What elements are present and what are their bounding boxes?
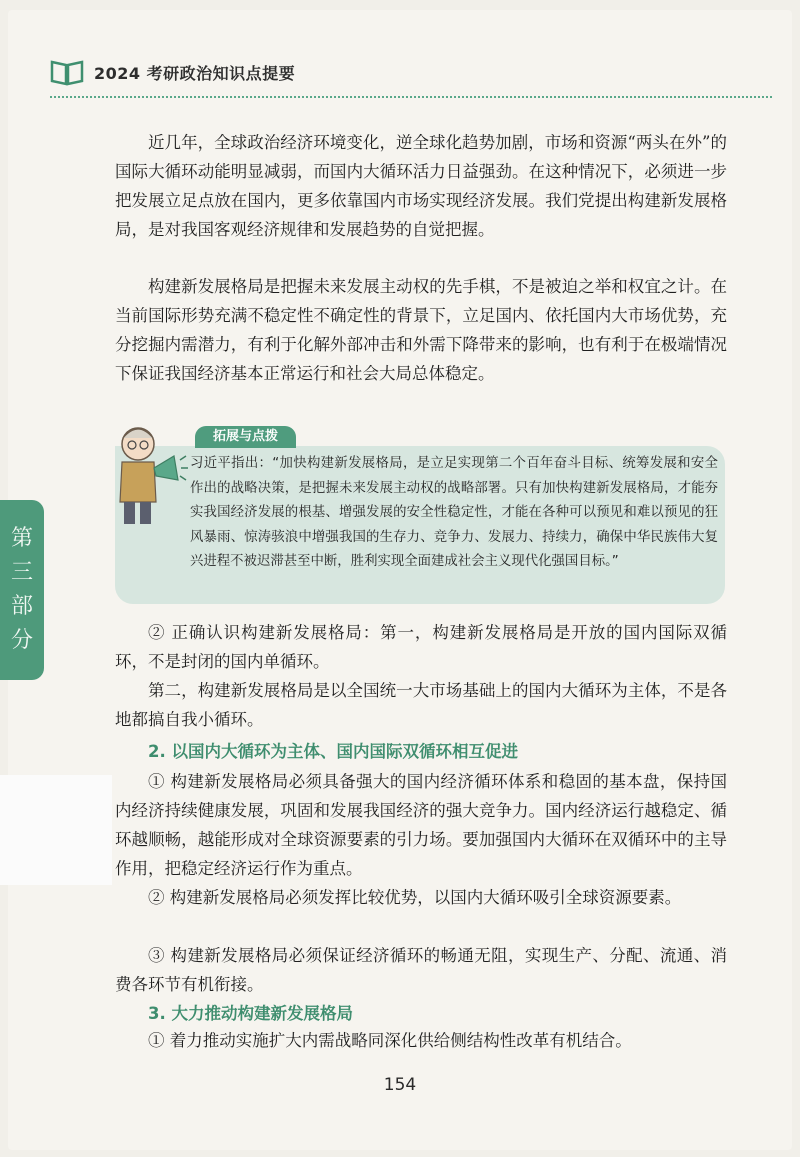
side-tab-char: 第: [10, 526, 33, 551]
section-heading-2: 2. 以国内大循环为主体、国内国际双循环相互促进: [148, 742, 518, 761]
part-three-side-tab: [0, 500, 44, 680]
callout-quote-text: 习近平指出：“加快构建新发展格局，是立足实现第二个百年奋斗目标、统筹发展和安全作出的战略决策，是把握未来发展主动权的战略部署。只有加快构建新发展格局，才能夯实我国经济发展的根基、增强发展的安全性稳定性，才能在各种可以预见和难以预见的狂风暴雨、惊涛骇浪中增强我国的生存力、竞争力、发展力、持续力，确保中华民族伟大复兴进程不被迟滞甚至中断，胜利实现全面建成社会主义现代化强国目标。”: [190, 456, 718, 569]
book-icon: [50, 58, 84, 86]
paragraph-section2-item1: ① 构建新发展格局必须具备强大的国内经济循环体系和稳固的基本盘，保持国内经济持续健康发展，巩固和发展我国经济的强大竞争力。国内经济运行越稳定、循环越顺畅，越能形成对全球资源要素的引力场。要加强国内大循环在双循环中的主导作用，把稳定经济运行作为重点。: [115, 772, 727, 878]
page-number: 154: [383, 1075, 417, 1095]
paragraph-second-point: 第二，构建新发展格局是以全国统一大市场基础上的国内大循环为主体，不是各地都搞自我小循环。: [115, 681, 727, 729]
paragraph-intro: 近几年，全球政治经济环境变化，逆全球化趋势加剧，市场和资源“两头在外”的国际大循环动能明显减弱，而国内大循环活力日益强劲。在这种情况下，必须进一步把发展立足点放在国内，更多依靠国内市场实现经济发展。我们党提出构建新发展格局，是对我国客观经济规律和发展趋势的自觉把握。: [115, 133, 727, 239]
scan-artifact: [0, 775, 112, 885]
header-title: 2024 考研政治知识点提要: [94, 63, 296, 83]
side-tab-char: 分: [10, 628, 33, 653]
side-tab-char: 三: [10, 560, 33, 585]
header-divider: [50, 96, 772, 98]
section-heading-3: 3. 大力推动构建新发展格局: [148, 1004, 353, 1023]
paragraph-section3-item1: ① 着力推动实施扩大内需战略同深化供给侧结构性改革有机结合。: [148, 1031, 632, 1050]
callout-quote: [158, 452, 718, 575]
callout-tab-label: 拓展与点拨: [195, 426, 296, 448]
side-tab-char: 部: [10, 594, 33, 619]
paragraph-first-move: 构建新发展格局是把握未来发展主动权的先手棋，不是被迫之举和权宜之计。在当前国际形势充满不稳定性不确定性的背景下，立足国内、依托国内大市场优势，充分挖掘内需潜力，有利于化解外部冲击和外需下降带来的影响，也有利于在极端情况下保证我国经济基本正常运行和社会大局总体稳定。: [115, 277, 727, 383]
paragraph-section2-item2: ② 构建新发展格局必须发挥比较优势，以国内大循环吸引全球资源要素。: [148, 888, 682, 907]
paragraph-section2-item3: ③ 构建新发展格局必须保证经济循环的畅通无阻，实现生产、分配、流通、消费各环节有机衔接。: [115, 946, 727, 994]
paragraph-correct-understanding: ② 正确认识构建新发展格局：第一，构建新发展格局是开放的国内国际双循环，不是封闭的国内单循环。: [115, 623, 727, 671]
page-header: [50, 52, 295, 92]
